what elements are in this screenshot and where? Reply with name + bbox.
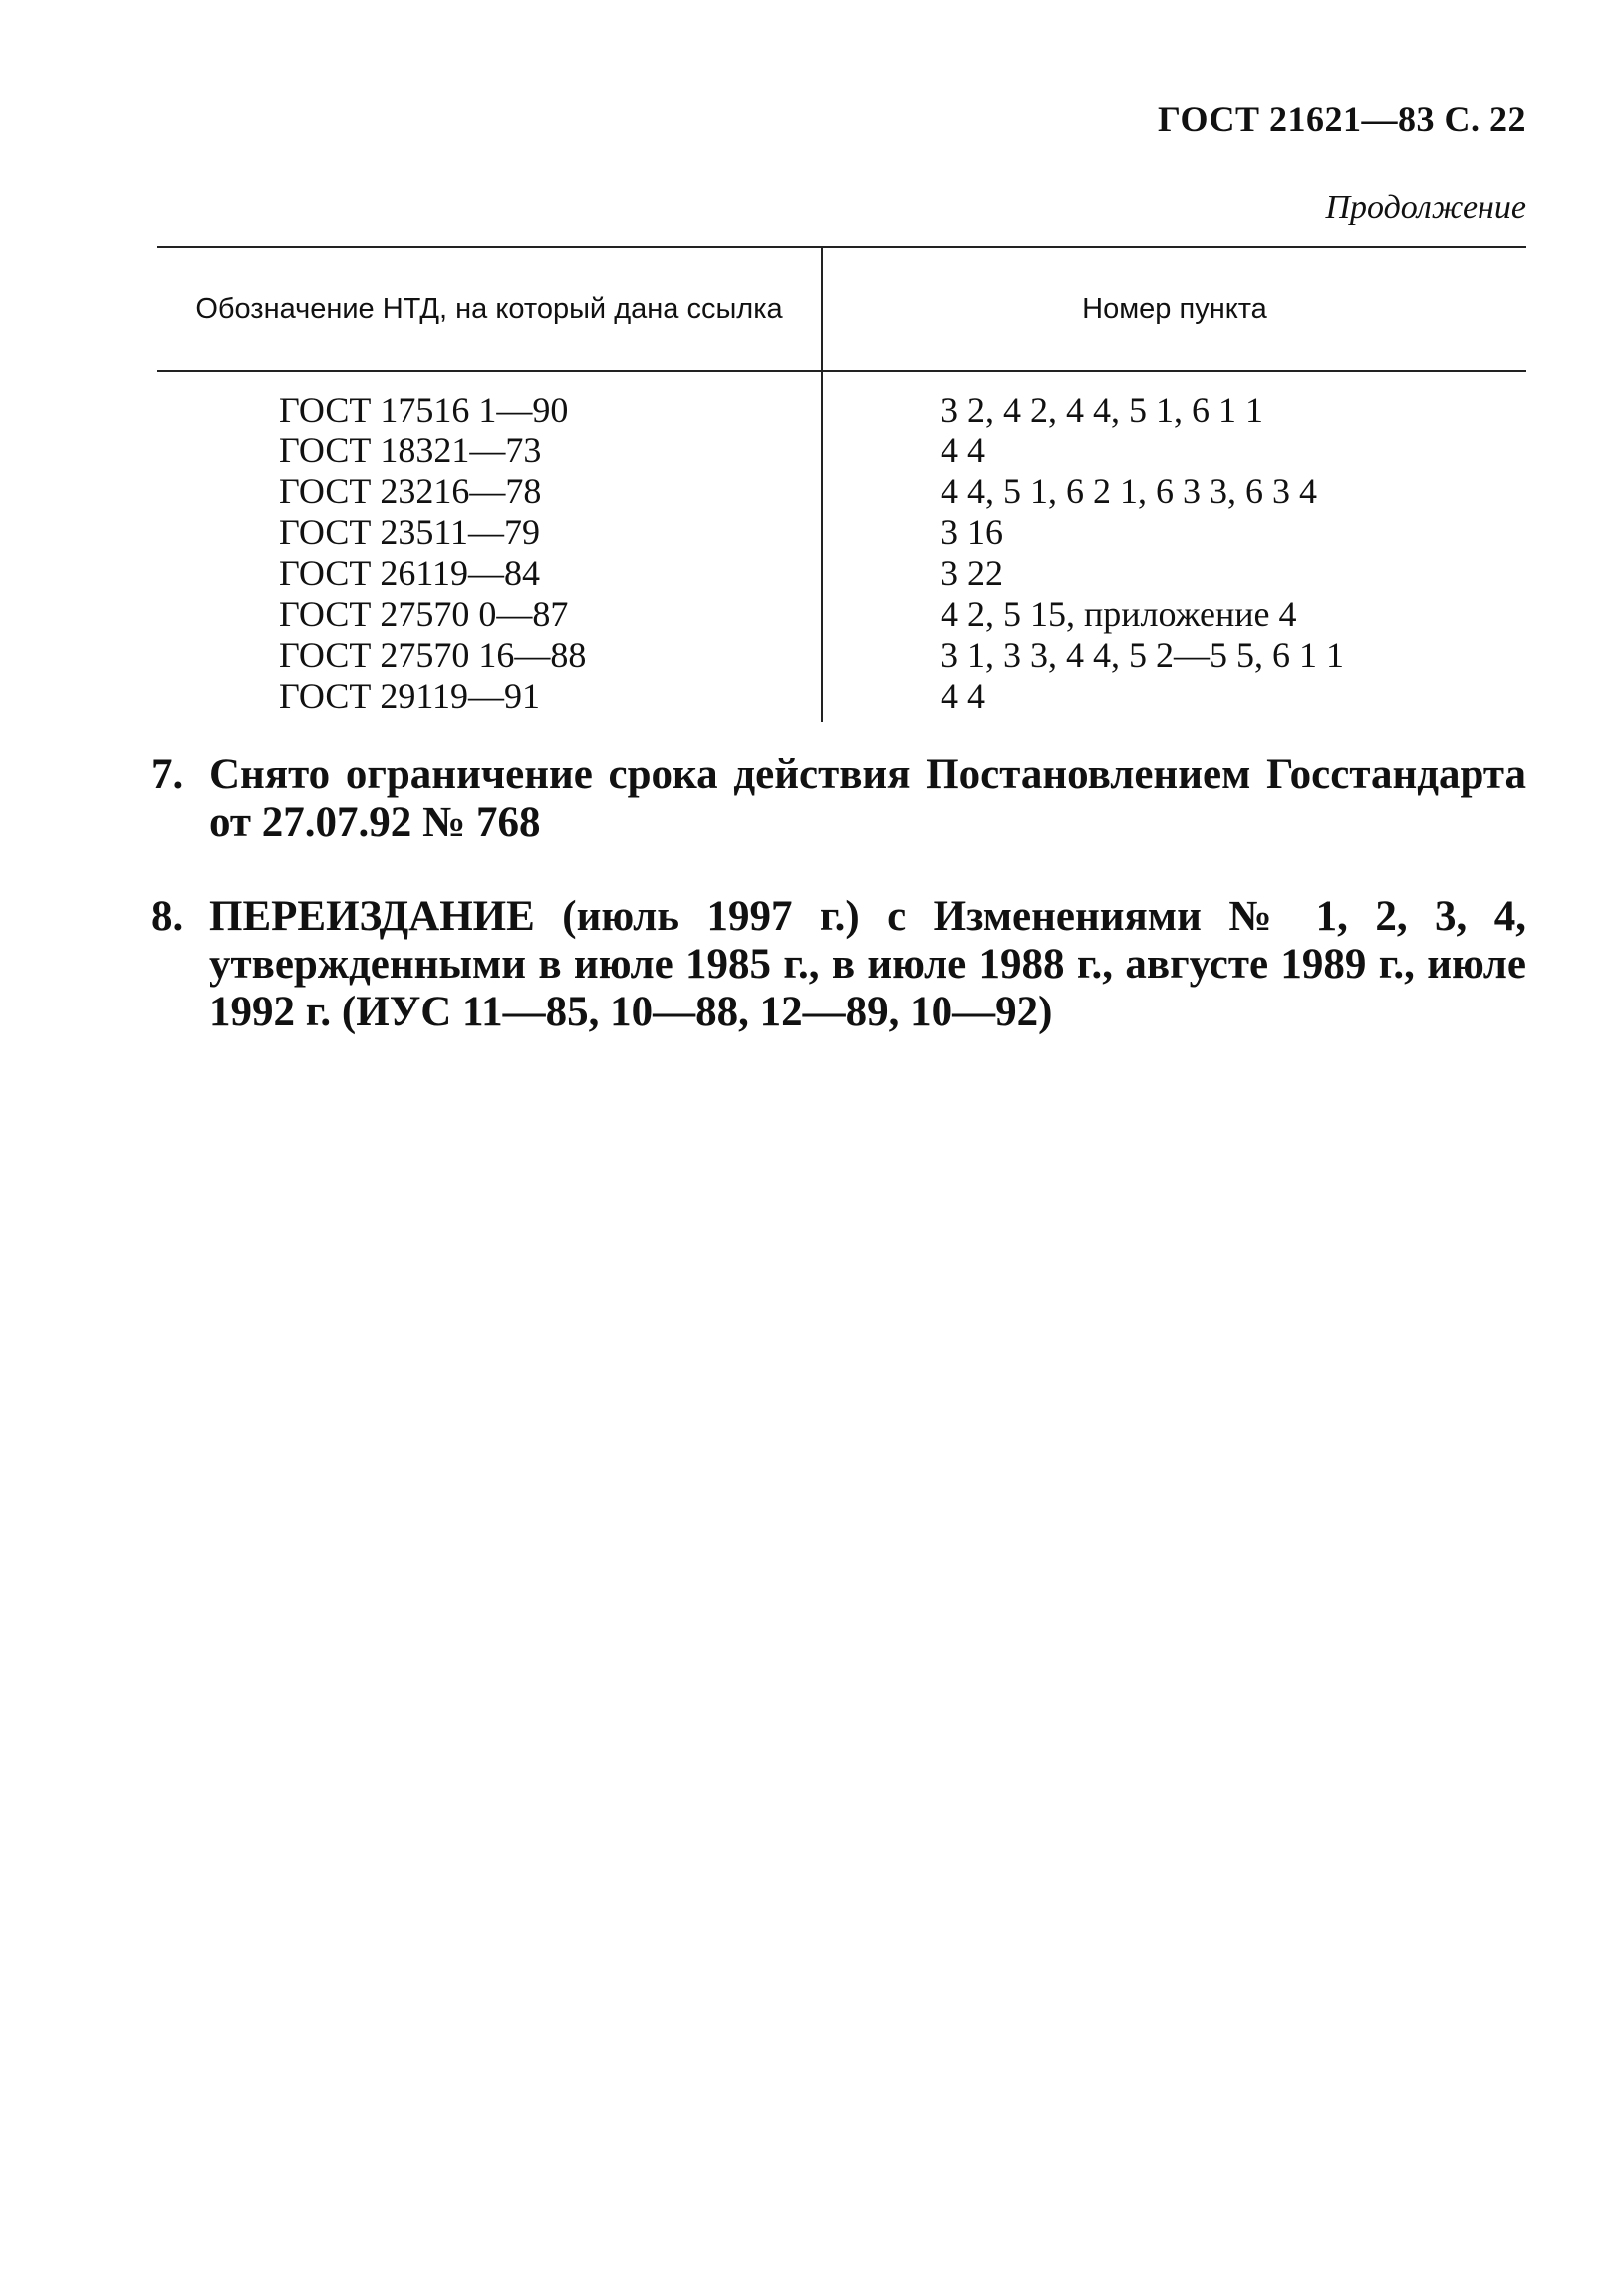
table-row [157, 512, 1526, 553]
item-cell: 3 22 [941, 553, 1003, 593]
table-row [157, 430, 1526, 471]
table-row [157, 594, 1526, 635]
ntd-cell: ГОСТ 17516 1—90 [157, 371, 822, 430]
item-cell: 3 1, 3 3, 4 4, 5 2—5 5, 6 1 1 [941, 635, 1344, 675]
ntd-cell: ГОСТ 27570 16—88 [157, 635, 822, 676]
item-cell: 4 4 [941, 676, 985, 716]
table-row [157, 371, 1526, 430]
ntd-cell: ГОСТ 23216—78 [157, 471, 822, 512]
note-number: 8. [151, 893, 184, 940]
table-row [157, 553, 1526, 594]
table-row [157, 676, 1526, 722]
item-cell: 4 2, 5 15, приложение 4 [941, 594, 1297, 634]
ntd-cell: ГОСТ 29119—91 [157, 676, 822, 722]
table-header-row [157, 247, 1526, 371]
note-text: Снято ограничение срока действия Постановлением Госстандарта от 27.07.92 № 768 [209, 751, 1526, 846]
continuation-label: Продолжение [1325, 189, 1526, 226]
note-number: 7. [151, 751, 184, 798]
ntd-cell: ГОСТ 26119—84 [157, 553, 822, 594]
note-text: ПЕРЕИЗДАНИЕ (июль 1997 г.) с Изменениями № 1, 2, 3, 4, утвержденными в июле 1985 г., в июле 1988 г., августе 1989 г., июле 1992 г. (ИУС 11—85, 10—88, 12—89, 10—92) [209, 893, 1526, 1035]
note-item [151, 893, 1526, 1036]
ntd-cell: ГОСТ 23511—79 [157, 512, 822, 553]
table-row [157, 471, 1526, 512]
column-header-ntd: Обозначение НТД, на который дана ссылка [157, 247, 822, 371]
page-header: ГОСТ 21621—83 С. 22 [1158, 99, 1526, 139]
notes-section [151, 751, 1526, 1082]
item-cell: 4 4, 5 1, 6 2 1, 6 3 3, 6 3 4 [941, 471, 1317, 511]
reference-table [157, 246, 1526, 722]
table-row [157, 635, 1526, 676]
note-item [151, 751, 1526, 847]
item-cell: 3 16 [941, 512, 1003, 552]
item-cell: 4 4 [941, 430, 985, 470]
item-cell: 3 2, 4 2, 4 4, 5 1, 6 1 1 [941, 390, 1263, 430]
column-header-item: Номер пункта [822, 247, 1526, 371]
ntd-cell: ГОСТ 18321—73 [157, 430, 822, 471]
ntd-cell: ГОСТ 27570 0—87 [157, 594, 822, 635]
